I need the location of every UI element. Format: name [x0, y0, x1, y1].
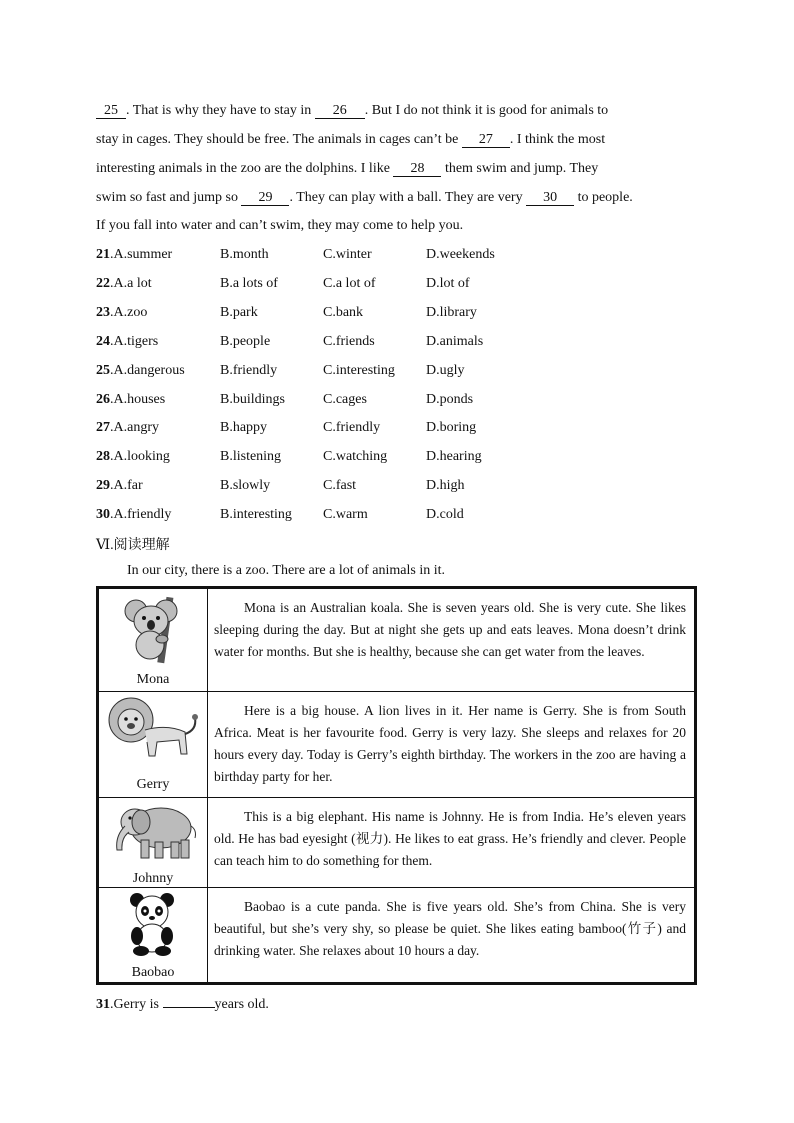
- option-b[interactable]: B.park: [220, 304, 258, 320]
- option-c[interactable]: C.watching: [323, 449, 388, 465]
- blank-26[interactable]: 26: [315, 104, 365, 119]
- option-a[interactable]: .A.summer: [110, 247, 173, 262]
- section-title: Ⅵ.阅读理解: [96, 538, 170, 553]
- question-number: [96, 305, 147, 321]
- question-number-label: 30: [96, 507, 110, 523]
- option-c[interactable]: C.cages: [323, 391, 367, 407]
- blank-28[interactable]: 28: [393, 162, 441, 177]
- option-a[interactable]: .A.angry: [110, 420, 159, 436]
- question-number: [96, 449, 170, 465]
- question-number-label: 21: [96, 247, 110, 262]
- elephant-icon: [105, 800, 201, 864]
- option-c[interactable]: C.a lot of: [323, 275, 376, 291]
- question-number-label: 27: [96, 420, 110, 436]
- question-31: [96, 995, 269, 1013]
- question-text: .Gerry is: [110, 997, 159, 1012]
- animal-picture-cell: [98, 888, 208, 984]
- option-b[interactable]: B.month: [220, 247, 269, 262]
- animal-picture-cell: [98, 588, 208, 692]
- passage-line-5: If you fall into water and can’t swim, they may come to help you.: [96, 218, 464, 233]
- question-number-label: 28: [96, 449, 110, 465]
- question-number-label: 24: [96, 333, 110, 349]
- passage-text: swim so fast and jump so: [96, 190, 238, 205]
- question-number-label: 26: [96, 391, 110, 407]
- animal-picture-cell: [98, 798, 208, 888]
- option-c[interactable]: C.interesting: [323, 362, 395, 378]
- question-number: 31: [96, 997, 110, 1012]
- passage-text: . But I do not think it is good for animals to: [364, 103, 609, 118]
- passage-line-1: [96, 103, 608, 119]
- question-number: [96, 392, 165, 408]
- passage-text: interesting animals in the zoo are the dolphins. I like: [96, 161, 390, 176]
- option-c[interactable]: C.bank: [323, 304, 364, 320]
- option-d[interactable]: D.animals: [426, 333, 484, 349]
- option-a[interactable]: .A.a lot: [110, 275, 152, 291]
- animal-name: Baobao: [131, 965, 175, 980]
- question-number: [96, 507, 171, 523]
- question-number: [96, 247, 172, 263]
- question-number: [96, 420, 159, 436]
- option-b[interactable]: B.buildings: [220, 391, 285, 407]
- animal-name: Johnny: [132, 871, 174, 886]
- answer-blank[interactable]: [163, 995, 215, 1008]
- option-b[interactable]: B.happy: [220, 420, 268, 436]
- question-text: years old.: [214, 997, 269, 1012]
- option-d[interactable]: D.ugly: [426, 362, 465, 378]
- option-b[interactable]: B.a lots of: [220, 275, 278, 291]
- option-d[interactable]: D.weekends: [426, 247, 495, 262]
- passage-line-2: [96, 132, 605, 148]
- passage-line-3: [96, 161, 598, 177]
- option-d[interactable]: D.ponds: [426, 391, 474, 407]
- koala-icon: [118, 593, 188, 665]
- table-row: [98, 798, 696, 888]
- option-a[interactable]: .A.friendly: [110, 507, 172, 523]
- option-c[interactable]: C.friends: [323, 333, 375, 349]
- panda-icon: [121, 890, 185, 958]
- passage-text: . They can play with a ball. They are very: [289, 190, 523, 205]
- table-row: [98, 588, 696, 692]
- question-number: [96, 334, 158, 350]
- option-c[interactable]: C.friendly: [323, 420, 381, 436]
- option-a[interactable]: .A.dangerous: [110, 362, 185, 378]
- option-a[interactable]: .A.tigers: [110, 333, 159, 349]
- option-d[interactable]: D.boring: [426, 420, 477, 436]
- option-b[interactable]: B.friendly: [220, 362, 278, 378]
- animal-description: This is a big elephant. His name is Johnny. He is from India. He’s eleven years old. He has bad eyesight (视力). He likes to eat grass. He’s friendly and clever. People can teach him to do something for them.: [208, 798, 696, 888]
- question-number-label: 29: [96, 478, 110, 494]
- option-b[interactable]: B.people: [220, 333, 271, 349]
- option-d[interactable]: D.lot of: [426, 275, 470, 291]
- animals-table: [96, 586, 697, 985]
- animal-name: Gerry: [136, 777, 170, 792]
- option-d[interactable]: D.cold: [426, 507, 464, 523]
- option-d[interactable]: D.high: [426, 478, 465, 494]
- passage-text: . That is why they have to stay in: [126, 103, 312, 118]
- table-row: [98, 888, 696, 984]
- animal-description: Baobao is a cute panda. She is five years old. She’s from China. She is very beautiful, but she’s very shy, so please be quiet. She likes eating bamboo(竹子) and drinking water. She relaxes about 10 hours a day.: [208, 888, 696, 984]
- option-d[interactable]: D.hearing: [426, 449, 482, 465]
- passage-text: stay in cages. They should be free. The animals in cages can’t be: [96, 132, 459, 147]
- animal-name: Mona: [136, 672, 170, 687]
- option-b[interactable]: B.listening: [220, 449, 282, 465]
- option-a[interactable]: .A.zoo: [110, 304, 148, 320]
- table-row: [98, 692, 696, 798]
- question-number: [96, 363, 185, 379]
- passage-text: . I think the most: [509, 132, 606, 147]
- blank-27[interactable]: 27: [462, 133, 510, 148]
- question-number-label: 23: [96, 304, 110, 320]
- passage-text: to people.: [577, 190, 633, 205]
- option-a[interactable]: .A.far: [110, 478, 143, 494]
- option-b[interactable]: B.interesting: [220, 507, 292, 523]
- blank-25[interactable]: 25: [96, 104, 126, 119]
- question-number-label: 25: [96, 362, 110, 378]
- option-a[interactable]: .A.looking: [110, 449, 170, 465]
- question-number: [96, 276, 152, 292]
- passage-line-4: [96, 190, 633, 206]
- animal-description: Here is a big house. A lion lives in it. Her name is Gerry. She is from South Africa. Meat is her favourite food. Gerry is very lazy. She sleeps and relaxes for 20 hours every day. Today is Gerry’s eighth birthday. The workers in the zoo are having a birthday party for her.: [208, 692, 696, 798]
- option-b[interactable]: B.slowly: [220, 478, 271, 494]
- blank-30[interactable]: 30: [526, 191, 574, 206]
- animal-picture-cell: [98, 692, 208, 798]
- blank-29[interactable]: 29: [241, 191, 289, 206]
- animal-description: Mona is an Australian koala. She is seven years old. She is very cute. She likes sleeping during the day. But at night she gets up and eats leaves. Mona doesn’t drink water for months. But she is healthy, because she can get water from the leaves.: [208, 588, 696, 692]
- passage-text: them swim and jump. They: [444, 161, 599, 176]
- reading-intro: In our city, there is a zoo. There are a lot of animals in it.: [127, 563, 446, 578]
- option-d[interactable]: D.library: [426, 304, 477, 320]
- question-number: [96, 478, 143, 494]
- option-c[interactable]: C.winter: [323, 247, 372, 262]
- option-a[interactable]: .A.houses: [110, 391, 166, 407]
- option-c[interactable]: C.warm: [323, 507, 368, 523]
- lion-icon: [105, 694, 201, 770]
- question-number-label: 22: [96, 275, 110, 291]
- option-c[interactable]: C.fast: [323, 478, 357, 494]
